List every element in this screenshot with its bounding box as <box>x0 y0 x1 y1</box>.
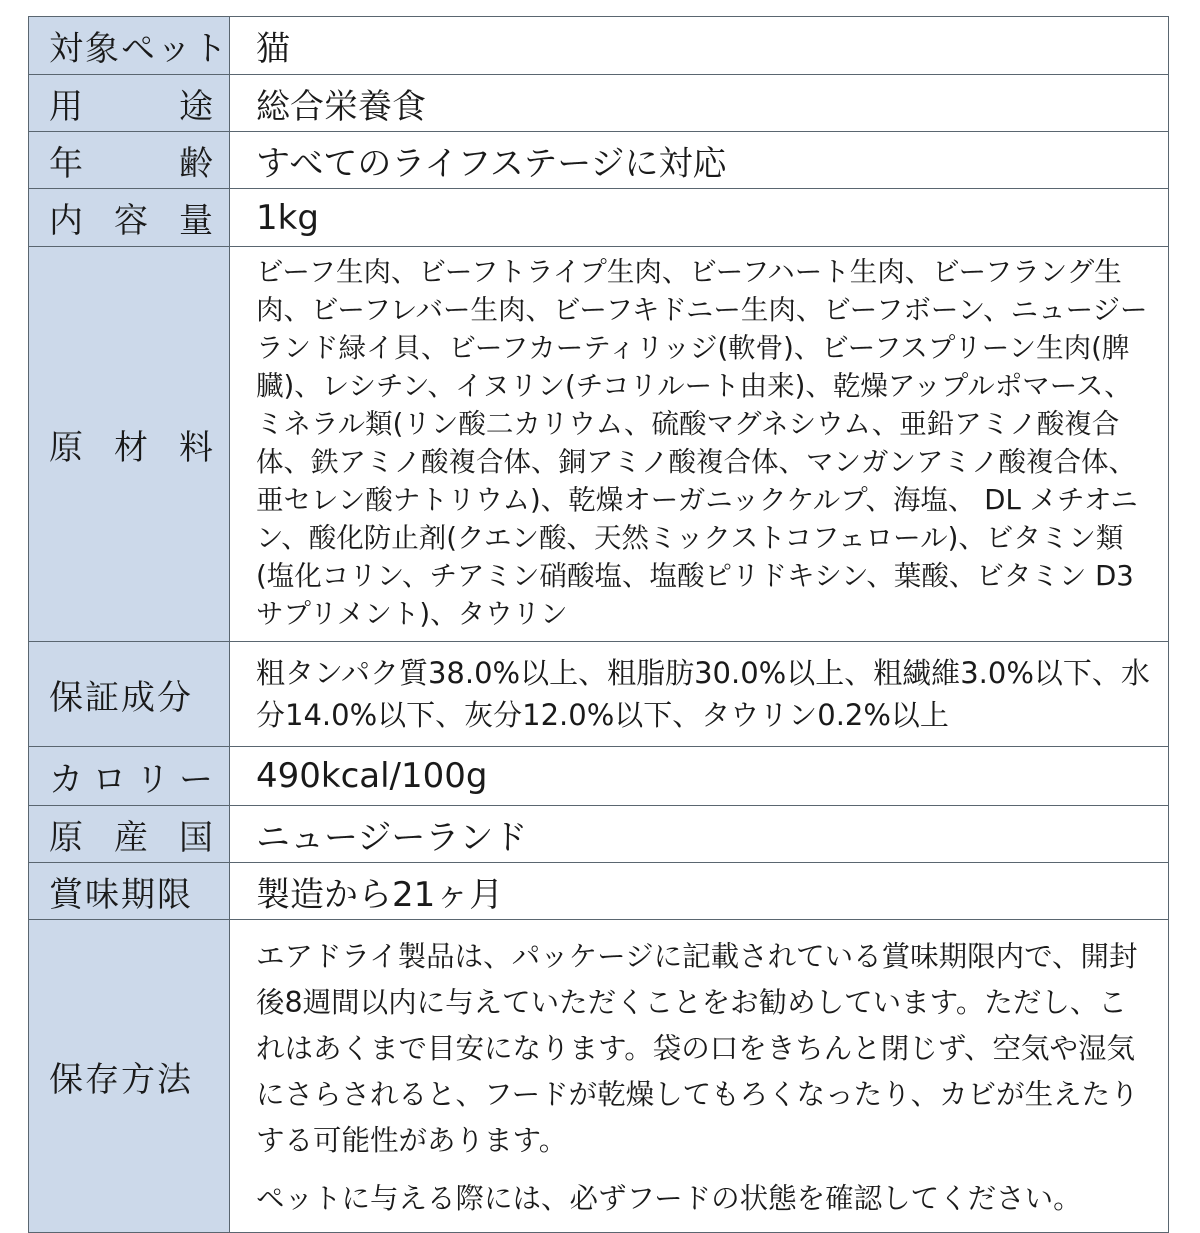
label-cell <box>29 642 230 747</box>
row-target-pet <box>29 17 1169 75</box>
label-char: 原 <box>49 427 83 468</box>
label-cell <box>29 189 230 247</box>
calorie-value: 490kcal/100g <box>256 756 488 796</box>
ingredients-value: ビーフ生肉、ビーフトライプ生肉、ビーフハート生肉、ビーフラング生肉、ビーフレバー生肉、ビーフキドニー生肉、ビーフボーン、ニュージーランド緑イ貝、ビーフカーティリッジ(軟骨)、ビーフスプリーン生肉(脾臓)、レシチン、イヌリン(チコリルート由来)、乾燥アップルポマース、ミネラル類(リン酸二カリウム、硫酸マグネシウム、亜鉛アミノ酸複合体、鉄アミノ酸複合体、銅アミノ酸複合体、マンガンアミノ酸複合体、亜セレン酸ナトリウム)、乾燥オーガニックケルプ、海塩、 DL メチオニン、酸化防止剤(クエン酸、天然ミックストコフェロール)、ビタミン類(塩化コリン、チアミン硝酸塩、塩酸ピリドキシン、葉酸、ビタミン D3 サプリメント)、タウリン <box>256 256 1148 630</box>
row-purpose <box>29 75 1169 132</box>
storage-paragraph: ペットに与える際には、必ずフードの状態を確認してください。 <box>256 1182 1082 1215</box>
target-pet-label: 対象ペット <box>49 29 229 69</box>
label-char: 料 <box>179 427 213 468</box>
storage-label: 保存方法 <box>49 1059 193 1100</box>
row-guaranteed-analysis <box>29 642 1169 747</box>
ingredients-label <box>29 420 229 469</box>
label-char: 原 <box>49 817 83 858</box>
label-cell <box>29 17 230 75</box>
purpose-label <box>29 79 229 128</box>
storage-paragraph: エアドライ製品は、パッケージに記載されている賞味期限内で、開封後8週間以内に与えていただくことをお勧めしています。ただし、これはあくまで目安になります。袋の口をきちんと閉じず、空気や湿気にさらされると、フードが乾燥してもろくなったり、カビが生えたりする可能性があります。 <box>256 940 1139 1157</box>
volume-label <box>29 193 229 242</box>
row-origin <box>29 806 1169 863</box>
volume-value: 1kg <box>256 197 319 238</box>
age-label <box>29 136 229 185</box>
calorie-label <box>29 752 229 801</box>
label-char: 年 <box>49 143 83 184</box>
label-char: 量 <box>179 201 213 241</box>
label-cell <box>29 920 230 1233</box>
label-char: 途 <box>179 86 213 127</box>
row-volume <box>29 189 1169 247</box>
label-char: 産 <box>114 817 148 858</box>
label-char: ー <box>178 759 213 800</box>
label-char: 内 <box>49 201 83 241</box>
row-storage <box>29 920 1169 1233</box>
purpose-value: 総合栄養食 <box>256 86 426 127</box>
expiry-label: 賞味期限 <box>49 874 193 915</box>
row-calorie <box>29 747 1169 806</box>
label-char: ロ <box>92 759 127 800</box>
row-ingredients <box>29 247 1169 642</box>
row-age <box>29 132 1169 189</box>
origin-value: ニュージーランド <box>256 817 528 858</box>
label-char: 齢 <box>179 143 213 184</box>
label-cell <box>29 247 230 642</box>
label-char: カ <box>49 759 83 800</box>
label-char: 用 <box>49 86 83 127</box>
row-expiry <box>29 863 1169 920</box>
target-pet-value: 猫 <box>256 29 290 69</box>
label-cell <box>29 75 230 132</box>
origin-label <box>29 810 229 859</box>
age-value: すべてのライフステージに対応 <box>256 143 727 184</box>
label-char: 国 <box>179 817 213 858</box>
label-cell <box>29 747 230 806</box>
label-cell <box>29 132 230 189</box>
storage-value <box>230 920 1168 1232</box>
label-cell <box>29 863 230 920</box>
guaranteed-analysis-label: 保証成分 <box>49 677 193 718</box>
product-spec-table <box>28 16 1169 1233</box>
label-char: 材 <box>114 427 148 468</box>
label-char: 容 <box>114 201 148 241</box>
expiry-value: 製造から21ヶ月 <box>256 874 504 915</box>
label-cell <box>29 806 230 863</box>
guaranteed-analysis-value: 粗タンパク質38.0%以上、粗脂肪30.0%以上、粗繊維3.0%以下、水分14.0%以下、灰分12.0%以下、タウリン0.2%以上 <box>256 656 1150 732</box>
label-char: リ <box>135 759 170 800</box>
